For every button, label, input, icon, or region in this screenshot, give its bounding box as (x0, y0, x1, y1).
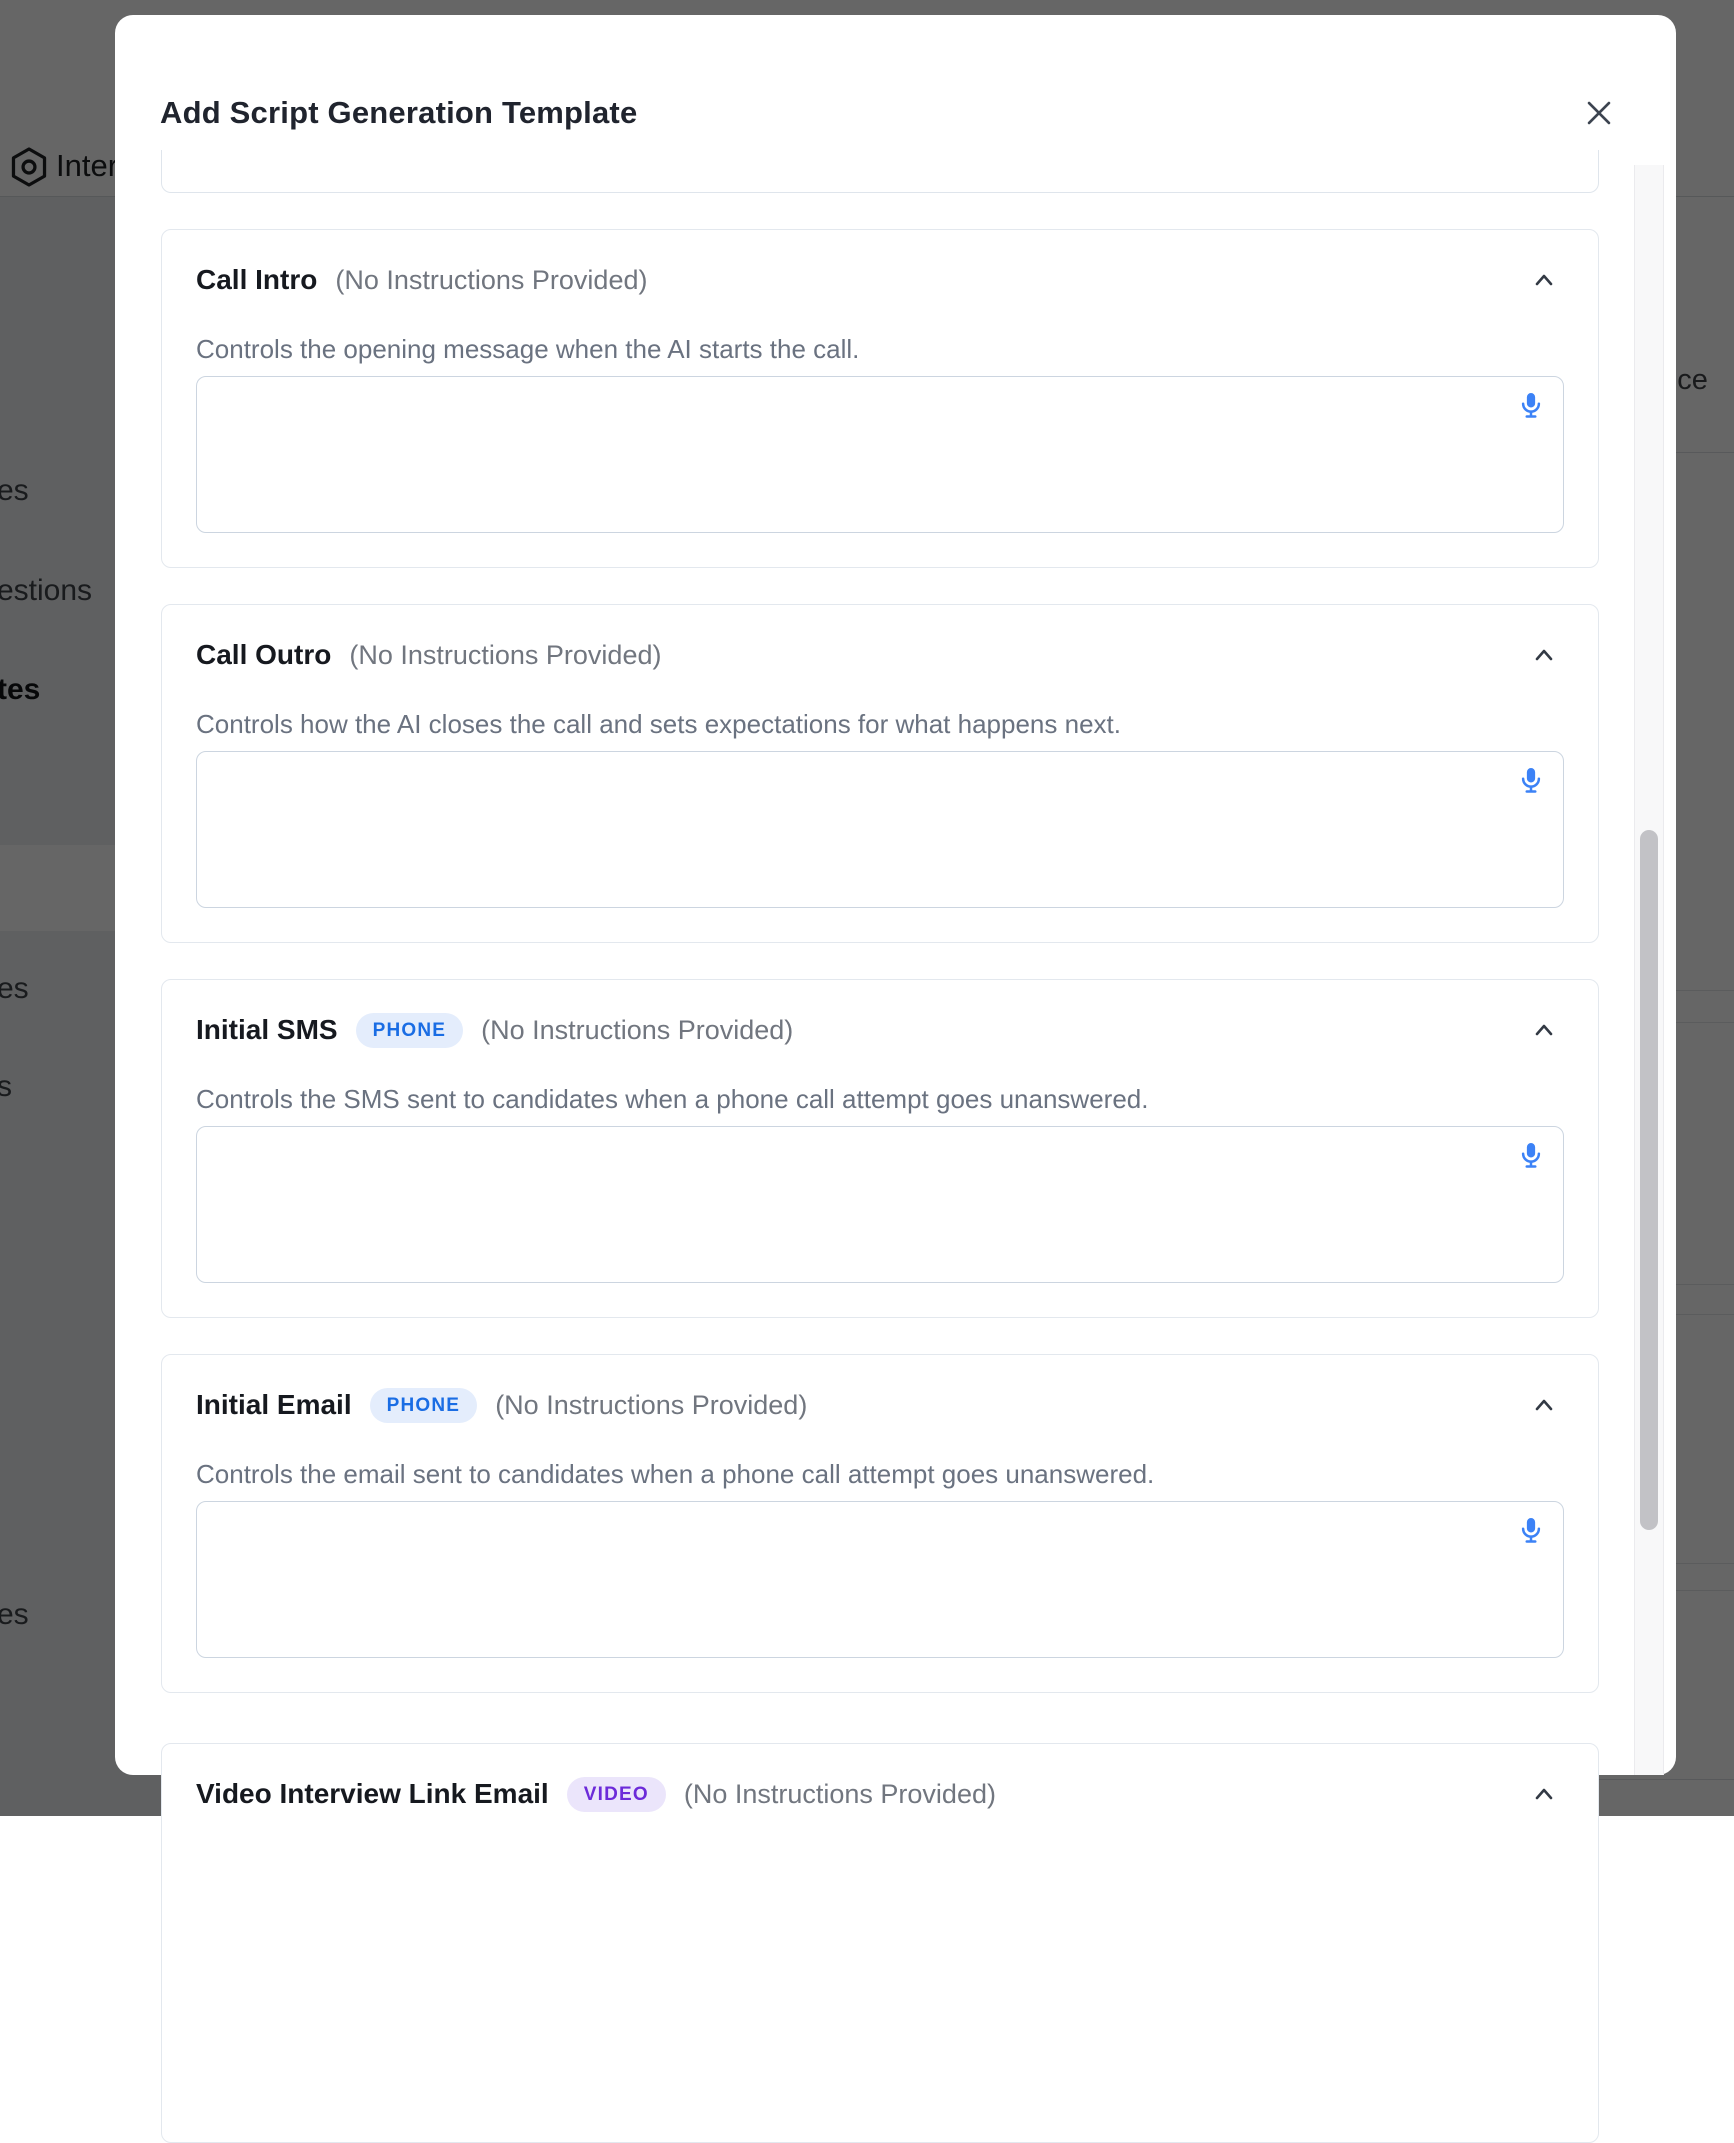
mic-dictation-button[interactable] (1513, 387, 1549, 423)
section-description: Controls the SMS sent to candidates when a phone call attempt goes unanswered. (196, 1084, 1149, 1114)
section-title: Video Interview Link Email (196, 1778, 549, 1809)
section-card-initial-sms (161, 979, 1599, 1318)
section-description: Controls the email sent to candidates when a phone call attempt goes unanswered. (196, 1459, 1155, 1489)
initial-sms-instructions-input[interactable] (197, 1127, 1563, 1282)
call-intro-instructions-input[interactable] (197, 377, 1563, 532)
mic-icon (1516, 390, 1546, 420)
chevron-up-icon (1529, 1779, 1559, 1809)
section-card-call-intro (161, 229, 1599, 568)
section-description: Controls the opening message when the AI starts the call. (196, 334, 860, 364)
add-script-template-modal (115, 15, 1676, 1809)
instructions-input-wrap (196, 1126, 1564, 1283)
modal-scroll-area[interactable] (115, 150, 1676, 1809)
instructions-input-wrap (196, 376, 1564, 533)
section-status: (No Instructions Provided) (349, 639, 662, 670)
section-status: (No Instructions Provided) (683, 1778, 996, 1809)
collapse-button[interactable] (1524, 1010, 1564, 1050)
mic-icon (1516, 1515, 1546, 1545)
mic-dictation-button[interactable] (1513, 762, 1549, 798)
collapse-button[interactable] (1524, 260, 1564, 300)
close-icon (1582, 96, 1616, 130)
collapse-button[interactable] (1524, 1774, 1564, 1814)
chevron-up-icon (1529, 640, 1559, 670)
section-card-initial-email (161, 1354, 1599, 1693)
chevron-up-icon (1529, 265, 1559, 295)
chevron-up-icon (1529, 1390, 1559, 1420)
phone-badge: PHONE (370, 1388, 478, 1423)
scrollbar-thumb[interactable] (1640, 830, 1658, 1530)
call-outro-instructions-input[interactable] (197, 752, 1563, 907)
mic-icon (1516, 1140, 1546, 1170)
initial-email-instructions-input[interactable] (197, 1502, 1563, 1657)
section-status: (No Instructions Provided) (481, 1014, 794, 1045)
collapse-button[interactable] (1524, 635, 1564, 675)
mic-dictation-button[interactable] (1513, 1512, 1549, 1548)
chevron-up-icon (1529, 1015, 1559, 1045)
video-badge: VIDEO (567, 1777, 666, 1812)
section-card-video-interview-link-email (161, 1743, 1599, 2143)
section-status: (No Instructions Provided) (495, 1389, 808, 1420)
section-title: Call Intro (196, 264, 318, 295)
instructions-input-wrap (196, 1501, 1564, 1658)
section-title: Call Outro (196, 639, 332, 670)
modal-title: Add Script Generation Template (160, 95, 638, 130)
collapse-button[interactable] (1524, 1385, 1564, 1425)
section-title: Initial SMS (196, 1014, 338, 1045)
mic-icon (1516, 765, 1546, 795)
section-status: (No Instructions Provided) (335, 264, 648, 295)
mic-dictation-button[interactable] (1513, 1137, 1549, 1173)
close-button[interactable] (1577, 91, 1621, 135)
phone-badge: PHONE (356, 1013, 464, 1048)
section-title: Initial Email (196, 1389, 352, 1420)
section-description: Controls how the AI closes the call and sets expectations for what happens next. (196, 709, 1121, 739)
section-card-call-outro (161, 604, 1599, 943)
scrolled-out-card-partial (161, 150, 1599, 193)
instructions-input-wrap (196, 751, 1564, 908)
